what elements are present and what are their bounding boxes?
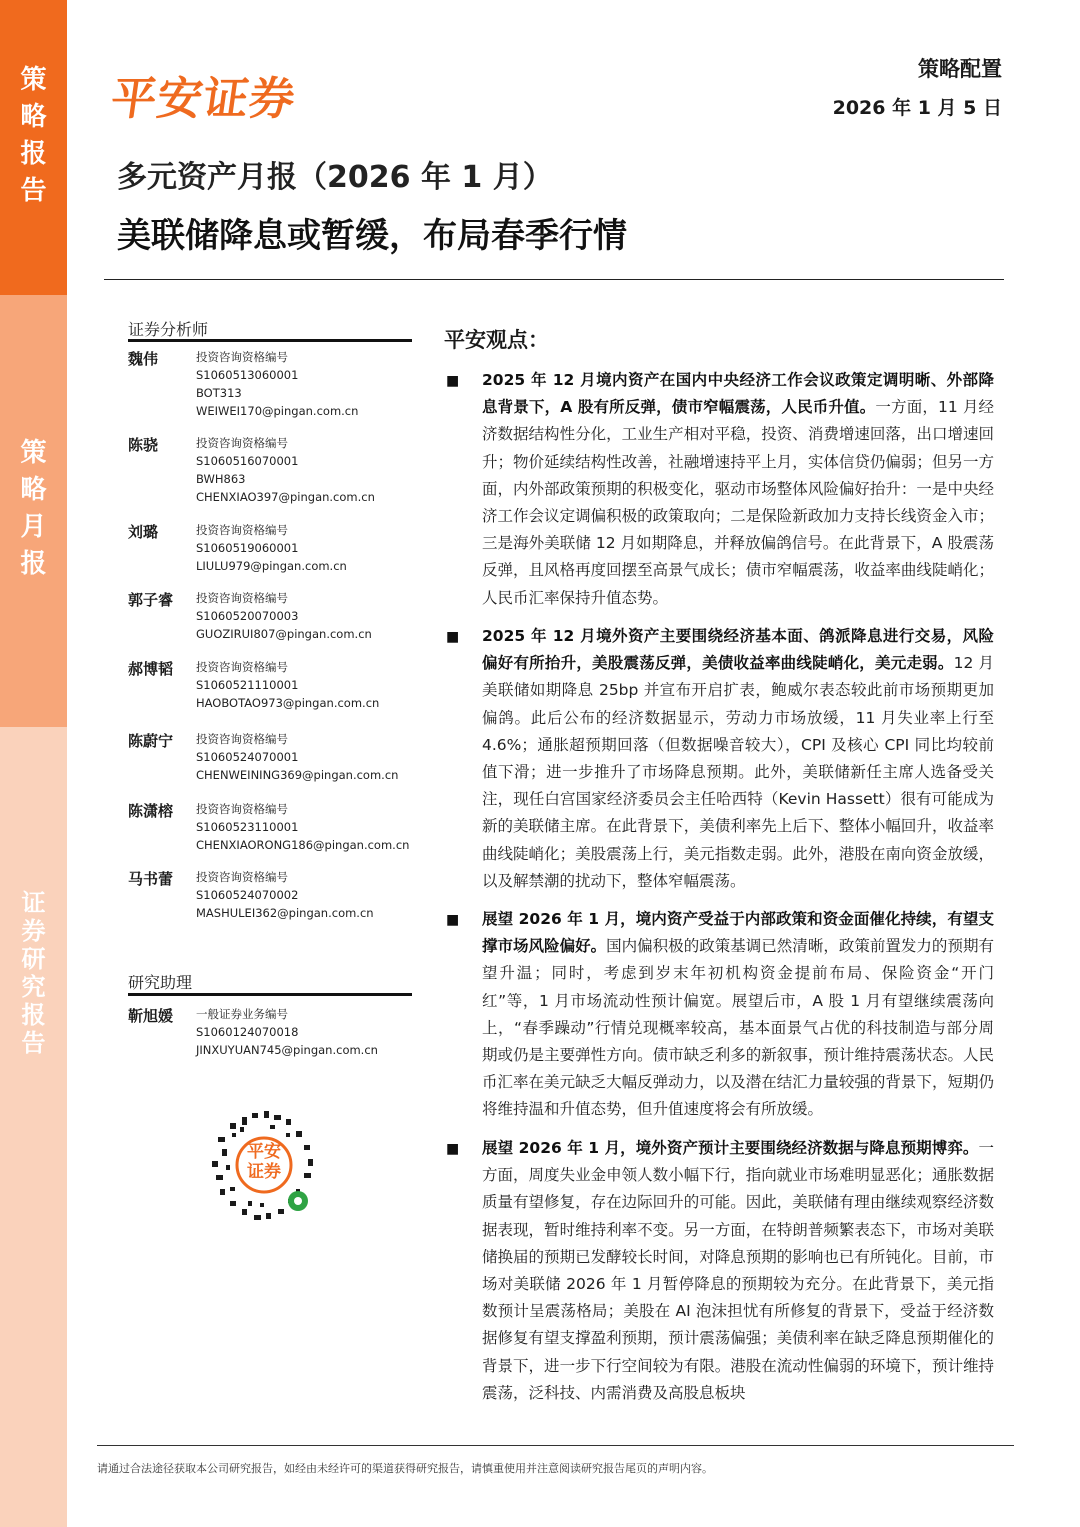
bullet-icon: ■ xyxy=(446,629,460,645)
report-title: 多元资产月报（2026 年 1 月） xyxy=(117,160,553,195)
side-tab-strategy-monthly xyxy=(0,295,67,727)
analyst-name: 郭子睿 xyxy=(128,591,174,609)
document-type: 策略配置 xyxy=(918,57,1002,81)
paragraph-body: 一方面，周度失业金申领人数小幅下行，指向就业市场难明显恶化；通胀数据质量有望修复，存在边际回升的可能。因此，美联储有理由继续观察经济数据表现，暂时维持利率不变。另一方面，在特朗普频繁表态下，市场对美联储换届的预期已发酵较长时间，对降息预期的影响也已有所钝化。目前，市场对美联储 2026 年 1 月暂停降息的预期较为充分。在此背景下，美元指数预计呈震荡格局；美股在 AI 泡沫担忧有所修复的背景下，受益于经济数据修复有望支撑盈利预期，预计震荡偏强；美债利率在缺乏降息预期催化的背景下，进一步下行空间较为有限。港股在流动性偏弱的环境下，预计维持震荡，泛科技、内需消费及高股息板块 xyxy=(482,1139,994,1402)
side-tab-char: 报 xyxy=(20,549,47,579)
viewpoint-paragraph xyxy=(482,367,994,612)
analyst-email: CHENWEINING369@pingan.com.cn xyxy=(196,768,399,782)
analyst-code: BOT313 xyxy=(196,386,242,400)
side-tab-char: 略 xyxy=(20,102,47,132)
analyst-email: LIULU979@pingan.com.cn xyxy=(196,559,347,573)
paragraph-lead: 展望 2026 年 1 月，境内资产受益于内部政策和资金面催化持续，有望支撑市场风险偏好。 xyxy=(482,910,994,956)
divider xyxy=(128,339,412,342)
analyst-credential-label: 投资咨询资格编号 xyxy=(196,436,288,450)
side-tab-char: 券 xyxy=(21,917,46,945)
analyst-name: 陈蔚宁 xyxy=(128,732,174,750)
footer-disclaimer: 请通过合法途径获取本公司研究报告，如经由未经许可的渠道获得研究报告，请慎重使用并注意阅读研究报告尾页的声明内容。 xyxy=(97,1462,713,1475)
document-date: 2026 年 1 月 5 日 xyxy=(832,97,1002,119)
analyst-credential-label: 投资咨询资格编号 xyxy=(196,660,288,674)
assistant-credential-id: S1060124070018 xyxy=(196,1025,299,1039)
paragraph-lead: 2025 年 12 月境内资产在国内中央经济工作会议政策定调明晰、外部降息背景下，A 股有所反弹，债市窄幅震荡，人民币升值。 xyxy=(482,371,994,417)
analyst-name: 陈骁 xyxy=(128,436,159,454)
viewpoint-paragraph xyxy=(482,1135,994,1407)
side-tab-char: 策 xyxy=(20,65,47,95)
analyst-name: 陈潇榕 xyxy=(128,802,174,820)
divider xyxy=(128,993,412,996)
analyst-email: CHENXIAO397@pingan.com.cn xyxy=(196,490,375,504)
paragraph-body: 12 月美联储如期降息 25bp 并宣布开启扩表，鲍威尔表态较此前市场预期更加偏鸽。此后公布的经济数据显示，劳动力市场放缓，11 月失业率上行至 4.6%；通胀超预期回落（但数据噪音较大），CPI 及核心 CPI 同比均较前值下滑；进一步推升了市场降息预期。此外，美联储新任主席人选备受关注，现任白宫国家经济委员会主任哈西特（Kevin Hassett）很有可能成为新的美联储主席。在此背景下，美债利率先上后下、整体小幅回升，收益率曲线陡峭化；美股震荡上行，美元指数走弱。此外，港股在南向资金放缓，以及解禁潮的扰动下，整体窄幅震荡。 xyxy=(482,654,994,890)
side-tab-char: 报 xyxy=(21,1001,46,1029)
paragraph-body: 一方面，11 月经济数据结构性分化，工业生产相对平稳，投资、消费增速回落，出口增速回升；物价延续结构性改善，社融增速持平上月，实体信贷仍偏弱；但另一方面，内外部政策预期的积极变化，驱动市场整体风险偏好抬升：一是中央经济工作会议定调偏积极的政策取向；二是保险新政加力支持长线资金入市；三是海外美联储 12 月如期降息，并释放偏鸽信号。在此背景下，A 股震荡反弹，且风格再度回摆至高景气成长；债市窄幅震荡，收益率曲线陡峭化；人民币汇率保持升值态势。 xyxy=(482,398,994,607)
analyst-credential-id: S1060521110001 xyxy=(196,678,299,692)
analyst-credential-label: 投资咨询资格编号 xyxy=(196,802,288,816)
paragraph-lead: 2025 年 12 月境外资产主要围绕经济基本面、鸽派降息进行交易，风险偏好有所抬升，美股震荡反弹，美债收益率曲线陡峭化，美元走弱。 xyxy=(482,627,994,673)
analyst-email: WEIWEI170@pingan.com.cn xyxy=(196,404,359,418)
side-tab-char: 证 xyxy=(21,889,46,917)
analyst-credential-id: S1060513060001 xyxy=(196,368,299,382)
analyst-email: HAOBOTAO973@pingan.com.cn xyxy=(196,696,380,710)
paragraph-body: 国内偏积极的政策基调已然清晰，政策前置发力的预期有望升温；同时，考虑到岁末年初机构资金提前布局、保险资金“开门红”等，1 月市场流动性预计偏宽。展望后市，A 股 1 月有望继续震荡向上，“春季躁动”行情兑现概率较高，基本面景气占优的科技制造与部分周期或仍是主要弹性方向。债市缺乏利多的新叙事，预计维持震荡状态。人民币汇率在美元缺乏大幅反弹动力，以及潜在结汇力量较强的背景下，短期仍将维持温和升值态势，但升值速度将会有所放缓。 xyxy=(482,937,994,1119)
analyst-credential-id: S1060524070001 xyxy=(196,750,299,764)
analyst-credential-id: S1060520070003 xyxy=(196,609,299,623)
analysts-heading: 证券分析师 xyxy=(128,320,209,339)
analyst-code: BWH863 xyxy=(196,472,246,486)
analyst-email: MASHULEI362@pingan.com.cn xyxy=(196,906,374,920)
side-tab-char: 策 xyxy=(20,438,47,468)
analyst-name: 魏伟 xyxy=(128,350,159,368)
analyst-credential-id: S1060524070002 xyxy=(196,888,299,902)
analyst-credential-label: 投资咨询资格编号 xyxy=(196,591,288,605)
qr-logo-text: 平安证券 xyxy=(247,1142,281,1182)
side-tab-char: 告 xyxy=(20,176,47,206)
analyst-credential-id: S1060519060001 xyxy=(196,541,299,555)
analyst-email: GUOZIRUI807@pingan.com.cn xyxy=(196,627,372,641)
side-tab-char: 报 xyxy=(20,139,47,169)
analyst-name: 刘璐 xyxy=(128,523,159,541)
viewpoint-paragraph xyxy=(482,906,994,1124)
analyst-credential-id: S1060516070001 xyxy=(196,454,299,468)
assistant-email: JINXUYUAN745@pingan.com.cn xyxy=(196,1043,378,1057)
side-tab-char: 月 xyxy=(20,512,47,542)
bullet-icon: ■ xyxy=(446,912,460,928)
analyst-credential-label: 投资咨询资格编号 xyxy=(196,732,288,746)
side-tab-char: 研 xyxy=(21,945,46,973)
headline: 美联储降息或暂缓，布局春季行情 xyxy=(117,216,627,256)
bullet-icon: ■ xyxy=(446,373,460,389)
assistant-heading: 研究助理 xyxy=(128,973,193,992)
footer-divider xyxy=(97,1445,1014,1446)
viewpoint-heading: 平安观点： xyxy=(444,328,549,352)
side-tab-securities-research xyxy=(0,727,67,1527)
analyst-name: 马书蕾 xyxy=(128,870,174,888)
viewpoint-paragraph xyxy=(482,623,994,895)
side-tab-char: 究 xyxy=(21,973,46,1001)
analyst-credential-id: S1060523110001 xyxy=(196,820,299,834)
side-tab-strategy-report xyxy=(0,0,67,295)
assistant-name: 靳旭媛 xyxy=(128,1007,174,1025)
assistant-credential-label: 一般证券业务编号 xyxy=(196,1007,288,1021)
analyst-credential-label: 投资咨询资格编号 xyxy=(196,350,288,364)
company-logo: 平安证券 xyxy=(107,72,300,125)
analyst-credential-label: 投资咨询资格编号 xyxy=(196,870,288,884)
side-tab-char: 略 xyxy=(20,475,47,505)
analyst-email: CHENXIAORONG186@pingan.com.cn xyxy=(196,838,410,852)
analyst-credential-label: 投资咨询资格编号 xyxy=(196,523,288,537)
side-tab-char: 告 xyxy=(21,1029,46,1057)
divider xyxy=(104,279,1004,280)
analyst-name: 郝博韬 xyxy=(128,660,174,678)
paragraph-lead: 展望 2026 年 1 月，境外资产预计主要围绕经济数据与降息预期博弈。 xyxy=(482,1139,979,1157)
bullet-icon: ■ xyxy=(446,1141,460,1157)
